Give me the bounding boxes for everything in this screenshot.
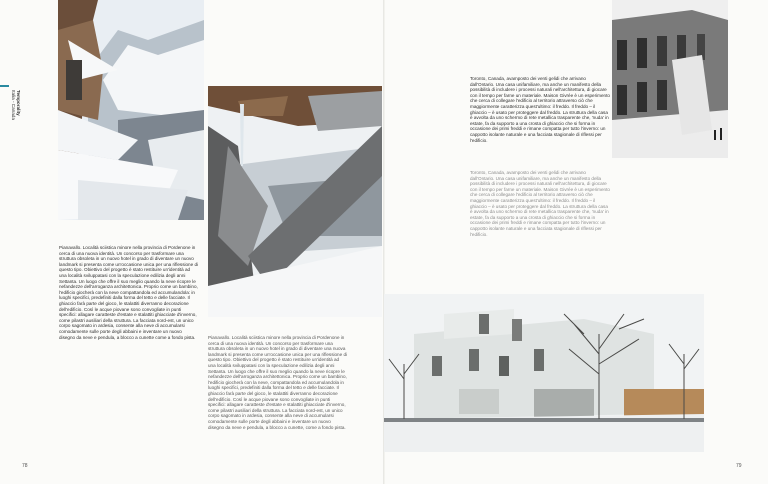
photo-snowy-roof xyxy=(58,0,204,220)
section-marker xyxy=(0,85,9,87)
left-paragraph: Pianavallo. Località sciistica minore nella provincia di Pordenone in cerca di una nuova identità. Un concorso per trasformare una struttura obsoleta in un nuovo hotel in grado di diventare un nuovo landmark si presenta come un'occasione unica per una riflessione di questo tipo. Obiettivo del progetto è stato restituire un'identità ad una località sviluppatasi con la speculazione edilizia degli anni Settanta. Un luogo che offre il suo meglio quando la neve ricopre le nefandezze dell'arroganza architettonica. Proprio come un bambino, l'edificio giocherà con la neve compattandola ed accumulandola: in luoghi specifici, predefiniti dalla forma del tetto e delle facciate. Il ghiaccio farà parte del gioco, le stalattiti diverranno decorazione dell'edificio. Così le acque piovane sono convogliate in punti specifici: allagare caratteste d'estate e stalattiti ghiacciate d'inverno, come pilastri ausiliari della struttura. La facciata nord-est, un unico corpo sagomato in ardesia, consente alla neve di accumularsi comodamente sulle porte degli abbaini e inventare un nuovo disegno da neve e pendula, a blocco a cunette come a fondo pista. xyxy=(59,245,199,340)
photo-frozen-building xyxy=(612,0,728,158)
right-paragraph-2: Toronto, Canada, avamposto dei venti gelidi che arrivano dall'Ontario. Una casa unifamiliare, ma anche un manifesto della possibilità di includere i processi naturali nell'architettura, di giocare con il tempo per farne un materiale. Maison Givrée è un esperimento che cerca di collegare l'edificio al territorio attraverso ciò che maggiormente caratterizza quest'ultimo: il freddo. Il freddo – il ghiaccio – è usato per proteggere dal freddo. La struttura della casa è avvolta da uno schermo di rete metallica trasparente che, 'nuda' in estate, fa da supporto a una crosta di ghiaccio che si forma in occasione dei primi freddi e rimane compatta per tutto l'inverno: un cappotto isolante naturale e una facciata stagionale di riflessi per l'edificio. xyxy=(470,170,610,237)
photo-concrete-roof xyxy=(208,86,382,317)
middle-paragraph: Pianavallo. Località sciistica minore nella provincia di Pordenone in cerca di una nuova identità. Un concorso per trasformare una struttura obsoleta in un nuovo hotel in grado di diventare una nuova landmark si presenta come un'occasione unica per una riflessione di questo tipo. Obiettivo del progetto è stato restituire un'identità ad una località sviluppatasi con la speculazione edilizia degli anni Settanta. Un luogo che offre il suo meglio quando la neve ricopre le nefandezze dell'arroganza architettonica. Proprio come un bambino, l'edificio giocherà con la neve, compattandola ed accumulandola in luoghi specifici, predefiniti dalla forma del tetto e delle facciate. Il ghiaccio farà parte del gioco, le stalattiti diverranno decorazione dell'edificio. Così le acque piovane sono convogliate in punti specifici: allagare caratteste d'estate e stalattiti ghiacciate d'inverno, come pilastri ausiliari della struttura. La facciata nord-est, un unico corpo sagomato in ardesia, consente alla neve di accumularsi comodamente sulle porte degli abbaini e inventare un nuovo disegno da neve e pendula, a blocco a cunette, come a fondo pista. xyxy=(208,335,348,430)
right-paragraph-1: Toronto, Canada, avamposto dei venti gelidi che arrivano dall'Ontario. Una casa unifamiliare, ma anche un manifesto della possibilità di includere i processi naturali nell'architettura, di giocare con il tempo per farne un materiale. Maison Givrée è un esperimento che cerca di collegare l'edificio al territorio attraverso ciò che maggiormente caratterizza quest'ultimo: il freddo. Il freddo – il ghiaccio – è usato per proteggere dal freddo. La struttura della casa è avvolta da uno schermo di rete metallica trasparente che, 'nuda' in estate, fa da supporto a una crosta di ghiaccio che si forma in occasione dei primi freddi e rimane compatta per tutto l'inverno: un cappotto isolante naturale e una facciata stagionale di riflessi per l'edificio. xyxy=(470,76,610,143)
text-left-column xyxy=(59,245,199,340)
page-number-right: 79 xyxy=(736,463,742,469)
text-right-column-1 xyxy=(470,76,610,143)
text-right-column-2 xyxy=(470,170,610,237)
section-subtitle: Italia - Canada xyxy=(11,90,16,120)
photo-white-building xyxy=(384,294,704,452)
text-middle-column xyxy=(208,335,348,430)
section-label xyxy=(12,90,22,150)
page-number-left: 78 xyxy=(22,463,28,469)
section-title: Temporality xyxy=(16,90,21,116)
